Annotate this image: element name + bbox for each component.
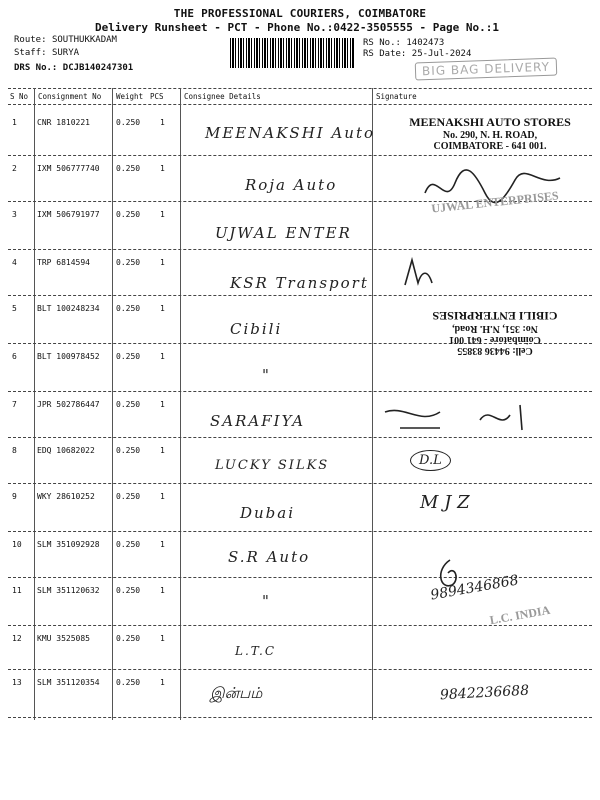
row-pcs: 1	[160, 586, 165, 595]
row-rule	[8, 531, 592, 532]
row-sno: 9	[12, 492, 17, 501]
staff-line	[14, 48, 79, 58]
lc-india-stamp: L.C. INDIA	[488, 602, 552, 628]
row-pcs: 1	[160, 210, 165, 219]
table-row	[0, 252, 600, 297]
row-sno: 2	[12, 164, 17, 173]
row-pcs: 1	[160, 446, 165, 455]
row-consignee: Roja Auto	[245, 176, 338, 194]
row-rule	[8, 483, 592, 484]
row-sno: 1	[12, 118, 17, 127]
route-line	[14, 35, 117, 45]
row-sno: 3	[12, 210, 17, 219]
row-consignment: SLM 351092928	[37, 540, 100, 549]
col-pcs: PCS	[150, 92, 164, 101]
row-weight: 0.250	[116, 446, 141, 455]
rs-no-line	[363, 38, 444, 48]
row-consignee: Cibili	[230, 320, 283, 338]
row-consignee: "	[262, 366, 271, 384]
drs-value: DCJB140247301	[62, 63, 134, 73]
row-sno: 6	[12, 352, 17, 361]
row-weight: 0.250	[116, 210, 141, 219]
row-consignment: CNR 1810221	[37, 118, 90, 127]
row-consignee: UJWAL ENTER	[215, 224, 352, 242]
row-pcs: 1	[160, 118, 165, 127]
row-weight: 0.250	[116, 634, 141, 643]
company-title: THE PROFESSIONAL COURIERS, COIMBATORE	[173, 7, 427, 20]
row-sno: 5	[12, 304, 17, 313]
row-consignment: WKY 28610252	[37, 492, 95, 501]
row-pcs: 1	[160, 400, 165, 409]
row-weight: 0.250	[116, 586, 141, 595]
row-pcs: 1	[160, 634, 165, 643]
stamp-address: No: 351, N.H. Road,	[452, 323, 538, 334]
row-consignment: JPR 502786447	[37, 400, 100, 409]
row-consignee: இன்பம்	[210, 684, 263, 702]
row-weight: 0.250	[116, 258, 141, 267]
dl-mark: D.L	[410, 450, 451, 471]
row-sno: 11	[12, 586, 22, 595]
row-weight: 0.250	[116, 118, 141, 127]
row-consignee: KSR Transport	[230, 274, 369, 292]
row-weight: 0.250	[116, 678, 141, 687]
row-consignment: BLT 100248234	[37, 304, 100, 313]
col-consignment: Consignment No	[38, 92, 102, 101]
row-consignment: TRP 6814594	[37, 258, 90, 267]
staff-value: SURYA	[51, 48, 80, 58]
rs-date-line	[363, 49, 471, 59]
row-pcs: 1	[160, 258, 165, 267]
row-consignee: Dubai	[240, 504, 296, 522]
row-consignment: SLM 351120354	[37, 678, 100, 687]
phone-signature: 9894346868	[429, 572, 520, 604]
row-weight: 0.250	[116, 540, 141, 549]
cibili-stamp	[400, 308, 590, 356]
row-consignment: EDQ 10682022	[37, 446, 95, 455]
meenakshi-stamp	[390, 115, 590, 152]
row-consignee: L.T.C	[235, 644, 277, 658]
row-rule	[8, 717, 592, 718]
table-row	[0, 440, 600, 485]
row-consignee: MEENAKSHI Auto	[205, 124, 376, 142]
row-sno: 12	[12, 634, 22, 643]
row-consignment: IXM 506791977	[37, 210, 100, 219]
table-row	[0, 486, 600, 531]
row-rule	[8, 249, 592, 250]
row-weight: 0.250	[116, 164, 141, 173]
row-consignment: KMU 3525085	[37, 634, 90, 643]
rs-date-value: 25-Jul-2024	[411, 49, 472, 59]
big-bag-delivery-stamp: BIG BAG DELIVERY	[415, 58, 558, 81]
row-consignment: IXM 506777740	[37, 164, 100, 173]
barcode	[230, 38, 355, 68]
row-consignee: "	[262, 592, 271, 610]
staff-label: Staff:	[14, 48, 47, 58]
table-row	[0, 204, 600, 249]
row-rule	[8, 155, 592, 156]
row-pcs: 1	[160, 492, 165, 501]
row-consignee: LUCKY SILKS	[215, 458, 330, 473]
row-rule	[8, 437, 592, 438]
row-weight: 0.250	[116, 492, 141, 501]
drs-line	[14, 63, 133, 73]
phone-signature: 9842236688	[439, 682, 530, 704]
row-sno: 7	[12, 400, 17, 409]
row-consignment: BLT 100978452	[37, 352, 100, 361]
rs-no-value: 1402473	[406, 38, 445, 48]
col-signature: Signature	[376, 92, 417, 101]
stamp-address: Coimbatore - 641 001	[449, 334, 541, 345]
rs-no-label: RS No.:	[363, 38, 401, 48]
stamp-phone: Cell: 94436 83855	[457, 345, 533, 356]
stamp-name: CIBILI ENTERPRISES	[432, 309, 558, 323]
col-weight: Weight	[116, 92, 144, 101]
stamp-address: COIMBATORE - 641 001.	[433, 141, 547, 152]
row-weight: 0.250	[116, 304, 141, 313]
row-rule	[8, 669, 592, 670]
row-consignment: SLM 351120632	[37, 586, 100, 595]
route-label: Route:	[14, 35, 47, 45]
row-pcs: 1	[160, 304, 165, 313]
drs-label: DRS No.:	[14, 63, 58, 73]
row-pcs: 1	[160, 352, 165, 361]
table-row	[0, 534, 600, 579]
row-sno: 8	[12, 446, 17, 455]
header-bottom-rule	[8, 104, 592, 105]
row-consignee: S.R Auto	[228, 548, 311, 566]
row-pcs: 1	[160, 540, 165, 549]
route-value: SOUTHUKKADAM	[51, 35, 117, 45]
row-weight: 0.250	[116, 400, 141, 409]
col-consignee: Consignee Details	[184, 92, 261, 101]
stamp-name: UJWAL ENTERPRISES	[430, 188, 560, 216]
row-pcs: 1	[160, 164, 165, 173]
row-weight: 0.250	[116, 352, 141, 361]
signature-mark	[400, 255, 440, 290]
rs-date-label: RS Date:	[363, 49, 407, 59]
signature-mark	[380, 400, 560, 436]
row-sno: 13	[12, 678, 22, 687]
runsheet-subtitle: Delivery Runsheet - PCT - Phone No.:0422-3505555 - Page No.:1	[95, 21, 499, 34]
row-rule	[8, 295, 592, 296]
header-top-rule	[8, 88, 592, 89]
stamp-address: No. 290, N. H. ROAD,	[442, 130, 538, 141]
table-row	[0, 628, 600, 673]
row-sno: 4	[12, 258, 17, 267]
mjz-signature: M J Z	[420, 492, 470, 513]
stamp-name: MEENAKSHI AUTO STORES	[409, 115, 571, 129]
row-rule	[8, 391, 592, 392]
row-sno: 10	[12, 540, 22, 549]
row-pcs: 1	[160, 678, 165, 687]
row-consignee: SARAFIYA	[210, 412, 306, 430]
col-sno: S No	[10, 92, 29, 101]
